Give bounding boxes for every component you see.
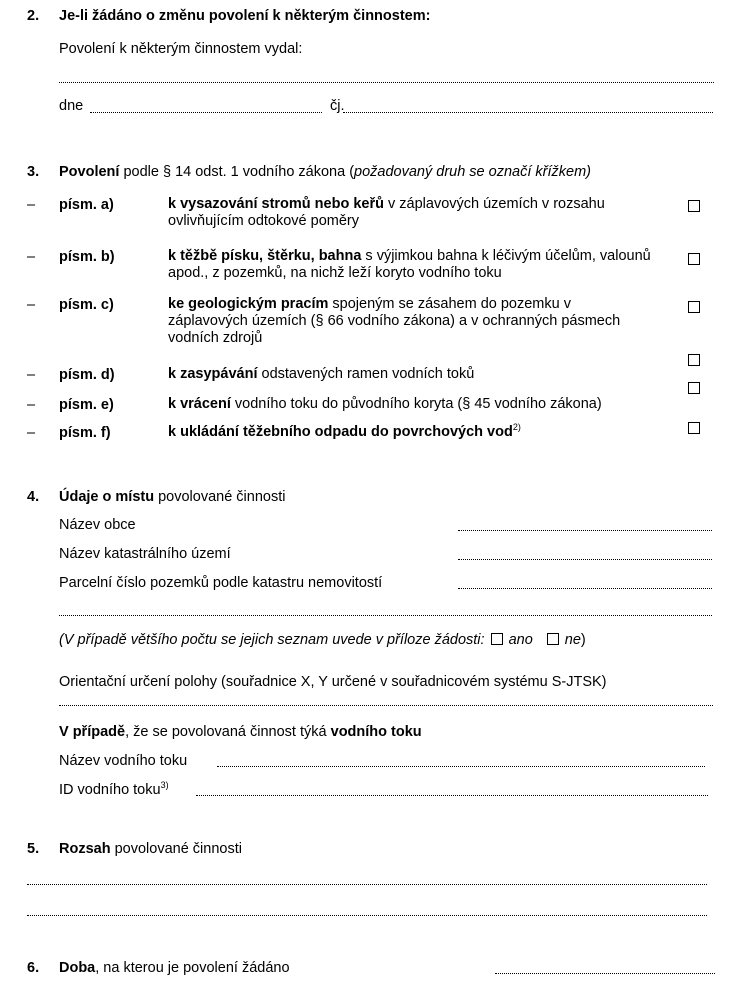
item-c-label: písm. c) xyxy=(59,297,114,313)
item-c-dash: – xyxy=(27,297,36,313)
attachment-no-checkbox[interactable] xyxy=(547,633,559,645)
date-label: dne xyxy=(59,98,84,114)
item-f-checkbox[interactable] xyxy=(688,422,700,434)
section-6-heading: Doba, na kterou je povolení žádáno xyxy=(59,960,290,976)
item-a-description: k vysazování stromů nebo keřů v záplavových územích v rozsahu ovlivňujícím odtokové poměry xyxy=(168,196,605,229)
item-e-label: písm. e) xyxy=(59,397,114,413)
reference-number-label: čj. xyxy=(330,98,345,114)
watercourse-id-field[interactable] xyxy=(196,795,708,796)
parcel-number-label: Parcelní číslo pozemků podle katastru nemovitostí xyxy=(59,575,383,591)
item-c-description: ke geologickým pracím spojeným se zásahem do pozemku v záplavových územích (§ 66 vodního zákona) a v ochranných pásmech vodních zdrojů xyxy=(168,296,621,346)
cadastral-area-label: Název katastrálního území xyxy=(59,546,231,562)
section-4-number: 4. xyxy=(27,489,40,505)
watercourse-name-label: Název vodního toku xyxy=(59,753,188,769)
item-e-dash: – xyxy=(27,397,36,413)
scope-field-line-2[interactable] xyxy=(27,915,707,916)
section-2-heading: Je-li žádáno o změnu povolení k některým činnostem: xyxy=(59,8,431,24)
section-3-heading: Povolení podle § 14 odst. 1 vodního zákona (požadovaný druh se označí křížkem) xyxy=(59,164,591,180)
watercourse-name-field[interactable] xyxy=(217,766,705,767)
section-4-heading: Údaje o místu povolované činnosti xyxy=(59,489,286,505)
item-b-description: k těžbě písku, štěrku, bahna s výjimkou bahna k léčivým účelům, valounů apod., z pozemků, na nichž leží koryto vodního toku xyxy=(168,248,651,281)
permit-issued-label: Povolení k některým činnostem vydal: xyxy=(59,41,303,57)
item-a-checkbox[interactable] xyxy=(688,200,700,212)
permit-issuer-field[interactable] xyxy=(59,82,714,83)
item-a-dash: – xyxy=(27,197,36,213)
section-3-number: 3. xyxy=(27,164,40,180)
item-b-dash: – xyxy=(27,249,36,265)
item-b-checkbox[interactable] xyxy=(688,253,700,265)
duration-field[interactable] xyxy=(495,973,715,974)
parcel-number-field-continued[interactable] xyxy=(59,615,712,616)
parcel-number-field[interactable] xyxy=(458,588,712,589)
item-e-description: k vrácení vodního toku do původního koryta (§ 45 vodního zákona) xyxy=(168,396,602,412)
section-5-number: 5. xyxy=(27,841,40,857)
item-c-checkbox[interactable] xyxy=(688,301,700,313)
watercourse-id-label: ID vodního toku$^{3)}$ xyxy=(59,780,169,798)
item-e-checkbox[interactable] xyxy=(688,382,700,394)
item-d-checkbox[interactable] xyxy=(688,354,700,366)
section-5-heading: Rozsah povolované činnosti xyxy=(59,841,242,857)
item-f-label: písm. f) xyxy=(59,425,111,441)
municipality-label: Název obce xyxy=(59,517,136,533)
item-f-dash: – xyxy=(27,425,36,441)
item-d-description: k zasypávání odstavených ramen vodních toků xyxy=(168,366,475,382)
section-2-number: 2. xyxy=(27,8,40,24)
attachment-note: (V případě většího počtu se jejich seznam uvede v příloze žádosti: ano ne) xyxy=(59,632,586,648)
location-coordinates-label: Orientační určení polohy (souřadnice X, Y určené v souřadnicovém systému S-JTSK) xyxy=(59,674,607,690)
item-a-label: písm. a) xyxy=(59,197,114,213)
item-d-label: písm. d) xyxy=(59,367,115,383)
item-b-label: písm. b) xyxy=(59,249,115,265)
reference-number-field[interactable] xyxy=(343,112,713,113)
item-d-dash: – xyxy=(27,367,36,383)
attachment-yes-checkbox[interactable] xyxy=(491,633,503,645)
date-field[interactable] xyxy=(90,112,322,113)
scope-field-line-1[interactable] xyxy=(27,884,707,885)
municipality-field[interactable] xyxy=(458,530,712,531)
section-6-number: 6. xyxy=(27,960,40,976)
cadastral-area-field[interactable] xyxy=(458,559,712,560)
watercourse-heading: V případě, že se povolovaná činnost týká vodního toku xyxy=(59,724,422,740)
item-f-description: k ukládání těžebního odpadu do povrchových vod$^{2)}$ xyxy=(168,422,521,440)
location-coordinates-field[interactable] xyxy=(59,705,713,706)
